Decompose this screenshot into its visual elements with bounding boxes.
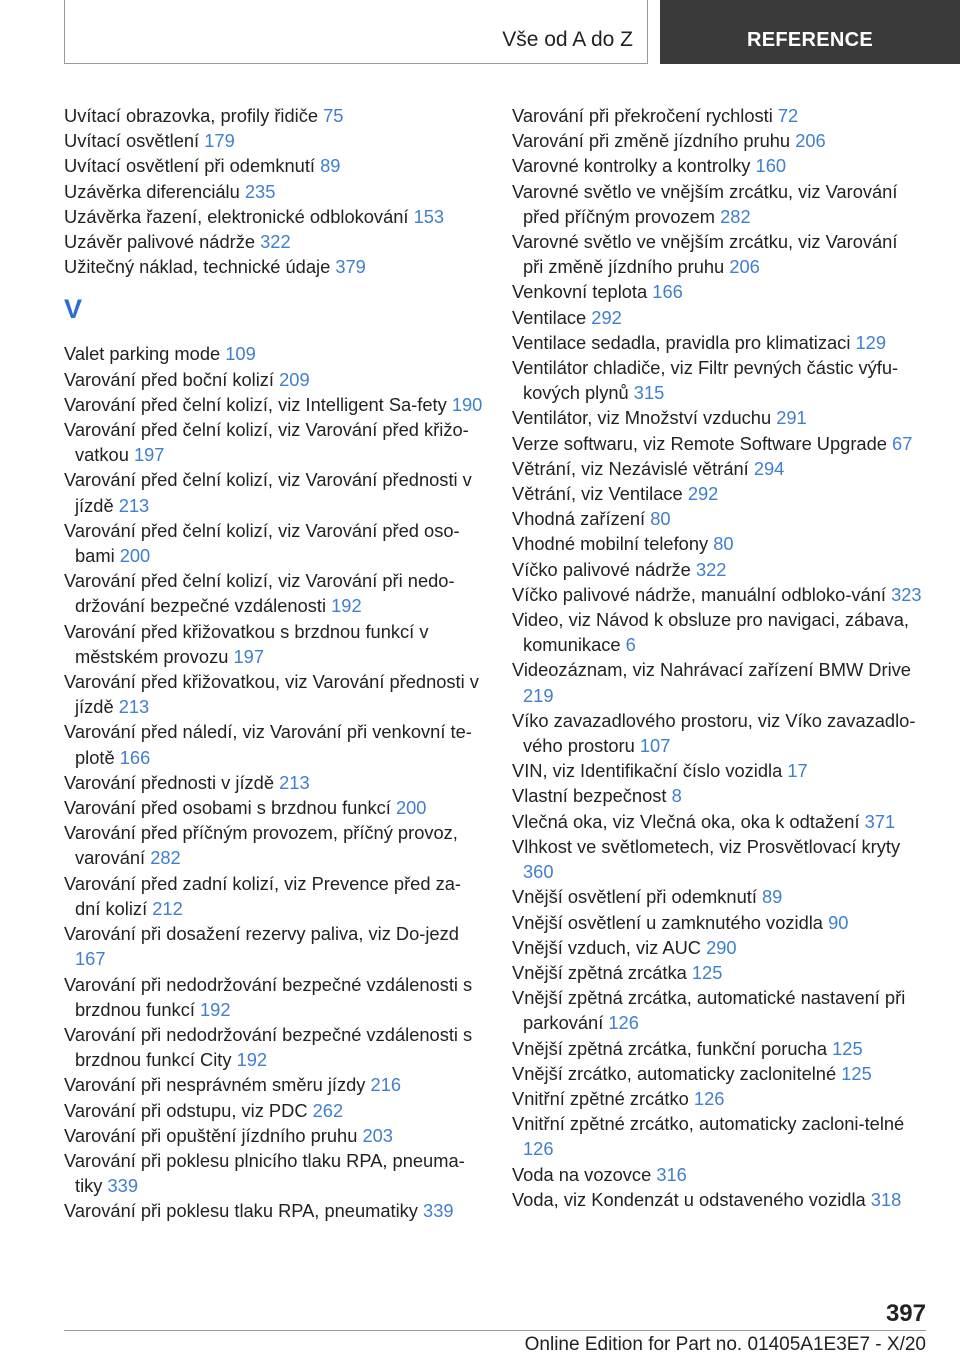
index-entry-text: Uvítací obrazovka, profily řidiče	[64, 105, 319, 126]
index-entry	[512, 708, 922, 758]
index-entry	[64, 1148, 484, 1198]
index-entry-text: Víčko palivové nádrže, manuální odbloko-vání	[512, 583, 886, 605]
page-link[interactable]: 197	[233, 645, 265, 667]
index-entry	[512, 355, 922, 405]
page-link[interactable]: 213	[118, 494, 150, 516]
page-link[interactable]: 216	[370, 1074, 402, 1096]
index-entry	[512, 128, 922, 153]
page-link[interactable]: 213	[118, 696, 150, 718]
index-column-left	[64, 103, 484, 1224]
page-link[interactable]: 291	[776, 407, 807, 429]
index-entry	[64, 770, 484, 795]
index-entry-text: Vnější zrcátko, automaticky zaclonitelné	[512, 1062, 837, 1084]
footer-divider	[64, 1330, 926, 1331]
page-link[interactable]: 80	[650, 508, 671, 530]
page-link[interactable]: 206	[795, 130, 826, 152]
page-link[interactable]: 203	[362, 1124, 393, 1146]
page-link[interactable]: 213	[279, 771, 310, 793]
index-entry	[512, 431, 922, 456]
index-entry-text: Varování při poklesu plnicího tlaku RPA, pneuma-tiky	[64, 1149, 465, 1197]
index-entry	[512, 405, 922, 430]
index-entry	[64, 229, 484, 254]
page-link[interactable]: 6	[625, 634, 636, 656]
page-link[interactable]: 126	[608, 1012, 639, 1034]
index-entry	[512, 935, 922, 960]
index-entry	[64, 128, 484, 153]
index-entry-text: Varování při nedodržování bezpečné vzdálenosti s brzdnou funkcí	[64, 973, 473, 1020]
page-link[interactable]: 192	[236, 1049, 268, 1071]
index-entry-text: Vlečná oka, viz Vlečná oka, oka k odtažení	[512, 810, 860, 832]
index-entry	[64, 1098, 484, 1123]
index-entry	[64, 972, 484, 1022]
index-column-right	[512, 103, 922, 1212]
index-entry	[64, 341, 484, 366]
index-entry-text: Varování před křižovatkou s brzdnou funkcí v městském provozu	[64, 620, 429, 667]
page-link[interactable]: 371	[864, 810, 896, 832]
page-link[interactable]: 282	[720, 205, 751, 227]
page-link[interactable]: 322	[695, 558, 727, 580]
index-entry	[512, 481, 922, 506]
index-entry	[64, 204, 484, 229]
index-entry-text: Vhodné mobilní telefony	[512, 533, 709, 555]
index-entry-text: Uzávěrka řazení, elektronické odblokování	[64, 205, 409, 227]
index-entry	[64, 719, 484, 769]
page-link[interactable]: 315	[633, 382, 665, 404]
index-entry-text: Varování před osobami s brzdnou funkcí	[64, 797, 391, 819]
index-entry	[512, 657, 922, 707]
index-entry-text: Varování před čelní kolizí, viz Varování při nedo-držování bezpečné vzdálenosti	[64, 570, 455, 617]
index-entry-text: Vlastní bezpečnost	[512, 785, 667, 807]
page-link[interactable]: 153	[413, 205, 445, 227]
index-entry	[512, 582, 922, 607]
index-entry-text: Varování před zadní kolizí, viz Prevence před za-dní kolizí	[64, 872, 461, 919]
page-link[interactable]: 125	[691, 961, 723, 983]
page-link[interactable]: 126	[693, 1087, 725, 1109]
index-entry-text: Vnější zpětná zrcátka, automatické nastavení při parkování	[512, 987, 906, 1034]
index-entry-text: Varovné světlo ve vnějším zrcátku, viz Varování při změně jízdního pruhu	[512, 231, 898, 278]
index-entry-text: Varování při nesprávném směru jízdy	[64, 1074, 366, 1096]
index-entry-text: Varování před křižovatkou, viz Varování přednosti v jízdě	[64, 671, 479, 718]
page-link[interactable]: 339	[107, 1175, 139, 1197]
page-link[interactable]: 160	[755, 155, 787, 177]
index-entry-text: Vnější zpětná zrcátka	[512, 961, 687, 983]
page-link[interactable]: 360	[523, 861, 554, 883]
page-link[interactable]: 292	[687, 483, 719, 505]
index-entry-text: Větrání, viz Nezávislé větrání	[512, 457, 749, 479]
index-entry	[512, 809, 922, 834]
header-frame	[64, 0, 648, 64]
page-link[interactable]: 179	[204, 130, 235, 152]
index-entry	[512, 305, 922, 330]
index-entry	[512, 557, 922, 582]
index-entry-text: Varování při změně jízdního pruhu	[512, 130, 791, 152]
index-entry-text: Videozáznam, viz Nahrávací zařízení BMW Drive	[512, 659, 911, 681]
index-entry-text: Víčko palivové nádrže	[512, 558, 691, 580]
page-link[interactable]: 192	[331, 595, 362, 617]
index-entry-text: Varování při nedodržování bezpečné vzdálenosti s brzdnou funkcí City	[64, 1023, 473, 1071]
index-entry	[64, 179, 484, 204]
page-link[interactable]: 89	[320, 155, 341, 177]
index-entry-text: Varování před příčným provozem, příčný provoz, varování	[64, 822, 458, 869]
index-entry-text: Užitečný náklad, technické údaje	[64, 256, 331, 278]
index-entry-text: Vhodná zařízení	[512, 508, 646, 530]
page-link[interactable]: 197	[133, 444, 165, 466]
index-entry-text: Vnější vzduch, viz AUC	[512, 936, 701, 958]
page-link[interactable]: 126	[523, 1138, 554, 1160]
page-link[interactable]: 67	[892, 432, 913, 454]
index-entry-text: Vnější osvětlení u zamknutého vozidla	[512, 911, 823, 933]
section-title: Vše od A do Z	[502, 28, 633, 51]
index-entry	[512, 1061, 922, 1086]
index-entry	[64, 1198, 484, 1223]
page-link[interactable]: 200	[395, 797, 427, 819]
index-entry	[64, 467, 484, 517]
index-entry-text: Varování před čelní kolizí, viz Varování před oso-bami	[64, 519, 460, 567]
index-entry-text: Uvítací osvětlení při odemknutí	[64, 155, 315, 177]
page-link[interactable]: 166	[652, 281, 683, 303]
index-entry	[512, 783, 922, 808]
index-entry-text: VIN, viz Identifikační číslo vozidla	[512, 760, 783, 782]
page-link[interactable]: 339	[423, 1200, 454, 1222]
index-entry-text: Voda na vozovce	[512, 1163, 652, 1185]
page-link[interactable]: 8	[671, 785, 682, 807]
index-entry	[512, 153, 922, 178]
index-entry	[512, 1111, 922, 1161]
index-entry-text: Varování před čelní kolizí, viz Varování před křižo-vatkou	[64, 419, 469, 466]
index-entry	[64, 103, 484, 128]
index-entry	[64, 795, 484, 820]
index-entry	[512, 910, 922, 935]
index-entry	[64, 367, 484, 392]
page-link[interactable]: 212	[152, 897, 183, 919]
page-link[interactable]: 17	[787, 760, 808, 782]
index-entry-text: Ventilátor chladiče, viz Filtr pevných částic výfu-kových plynů	[512, 357, 899, 404]
page-number: 397	[885, 1300, 926, 1327]
index-entry-text: Varování při dosažení rezervy paliva, viz Do-jezd	[64, 923, 459, 945]
index-entry	[64, 568, 484, 618]
index-entry	[64, 820, 484, 870]
index-entry	[512, 330, 922, 355]
index-entry-text: Varování před náledí, viz Varování při venkovní te-plotě	[64, 721, 472, 768]
index-entry	[64, 669, 484, 719]
index-entry-text: Ventilace sedadla, pravidla pro klimatizaci	[512, 331, 851, 353]
page-link[interactable]: 200	[119, 545, 151, 567]
page-link[interactable]: 90	[828, 911, 849, 933]
index-entry	[512, 531, 922, 556]
index-entry	[64, 1022, 484, 1072]
page-link[interactable]: 292	[591, 306, 622, 328]
page-link[interactable]: 282	[150, 847, 181, 869]
page-link[interactable]: 294	[753, 457, 785, 479]
index-entry	[512, 1086, 922, 1111]
index-entry-text: Varování při překročení rychlosti	[512, 105, 773, 126]
index-entry	[512, 103, 922, 128]
index-entry-text: Víko zavazadlového prostoru, viz Víko zavazadlo-vého prostoru	[512, 709, 916, 757]
page-link[interactable]: 166	[119, 746, 151, 768]
page-link[interactable]: 219	[523, 684, 554, 706]
index-entry	[64, 619, 484, 669]
page-link[interactable]: 209	[279, 368, 310, 390]
index-entry-text: Uzávěr palivové nádrže	[64, 231, 256, 253]
page-link[interactable]: 75	[323, 105, 344, 126]
index-entry-text: Uvítací osvětlení	[64, 130, 200, 152]
page-link[interactable]: 167	[75, 948, 106, 970]
index-entry	[64, 1123, 484, 1148]
page-link[interactable]: 190	[451, 393, 483, 415]
index-entry-text: Venkovní teplota	[512, 281, 648, 303]
page-link[interactable]: 206	[729, 256, 760, 278]
page-link[interactable]: 290	[706, 936, 737, 958]
index-entry-text: Valet parking mode	[64, 343, 221, 365]
edition-footer: Online Edition for Part no. 01405A1E3E7 - X/20	[524, 1334, 926, 1355]
index-entry	[64, 153, 484, 178]
index-entry	[64, 518, 484, 568]
index-entry-text: Varování při opuštění jízdního pruhu	[64, 1124, 358, 1146]
index-entry	[64, 921, 484, 971]
index-entry-text: Varování přednosti v jízdě	[64, 771, 275, 793]
page-link[interactable]: 80	[713, 533, 734, 555]
index-entry-text: Vlhkost ve světlometech, viz Prosvětlovací kryty	[512, 835, 901, 857]
index-entry	[512, 884, 922, 909]
page-link[interactable]: 89	[762, 886, 783, 908]
index-entry	[512, 607, 922, 657]
index-entry-text: Verze softwaru, viz Remote Software Upgrade	[512, 432, 887, 454]
page-link[interactable]: 125	[832, 1037, 863, 1059]
index-entry-text: Varovné světlo ve vnějším zrcátku, viz Varování před příčným provozem	[512, 180, 898, 227]
page-link[interactable]: 129	[855, 331, 886, 353]
reference-tab[interactable]	[660, 0, 960, 64]
index-entry-text: Varování při odstupu, viz PDC	[64, 1099, 308, 1121]
index-entry	[512, 1162, 922, 1187]
index-entry-text: Voda, viz Kondenzát u odstaveného vozidla	[512, 1188, 866, 1210]
page-link[interactable]: 107	[639, 735, 671, 757]
index-entry-text: Vnitřní zpětné zrcátko, automaticky zacloni-telné	[512, 1113, 905, 1135]
index-entry-text: Varovné kontrolky a kontrolky	[512, 155, 751, 177]
index-entry	[64, 392, 484, 417]
index-entry-text: Uzávěrka diferenciálu	[64, 180, 240, 202]
index-entry-text: Video, viz Návod k obsluze pro navigaci, zábava, komunikace	[512, 609, 910, 656]
reference-tab-label: REFERENCE	[746, 29, 874, 51]
page-link[interactable]: 235	[244, 180, 276, 202]
index-entry	[512, 1036, 922, 1061]
index-entry	[512, 506, 922, 531]
index-entry	[512, 960, 922, 985]
page-link[interactable]: 125	[841, 1062, 872, 1084]
index-entry-text: Ventilátor, viz Množství vzduchu	[512, 407, 772, 429]
index-entry-text: Větrání, viz Ventilace	[512, 483, 683, 505]
index-entry-text: Vnější zpětná zrcátka, funkční porucha	[512, 1037, 828, 1059]
page-link[interactable]: 109	[225, 343, 256, 365]
index-entry	[512, 758, 922, 783]
page-link[interactable]: 318	[870, 1188, 902, 1210]
index-entry	[512, 229, 922, 279]
index-entry	[64, 1072, 484, 1097]
index-entry	[512, 179, 922, 229]
index-entry-text: Varování před čelní kolizí, viz Intelligent Sa-fety	[64, 393, 447, 415]
index-entry	[64, 871, 484, 921]
page-link[interactable]: 72	[777, 105, 799, 126]
page-link[interactable]: 262	[312, 1099, 344, 1121]
index-entry-text: Varování při poklesu tlaku RPA, pneumatiky	[64, 1200, 418, 1222]
index-entry-text: Vnitřní zpětné zrcátko	[512, 1087, 689, 1109]
index-entry-text: Ventilace	[512, 306, 587, 328]
index-entry	[64, 254, 484, 279]
page-link[interactable]: 323	[891, 583, 922, 605]
index-letter-heading: V	[64, 294, 83, 325]
index-entry	[512, 456, 922, 481]
page-link[interactable]: 322	[260, 231, 291, 253]
index-entry-text: Varování před čelní kolizí, viz Varování přednosti v jízdě	[64, 469, 472, 516]
index-entry	[512, 985, 922, 1035]
page-link[interactable]: 316	[656, 1163, 687, 1185]
index-entry-text: Vnější osvětlení při odemknutí	[512, 886, 757, 908]
page-link[interactable]: 379	[335, 256, 366, 278]
index-entry	[512, 1187, 922, 1212]
index-entry	[64, 417, 484, 467]
page-link[interactable]: 192	[200, 998, 231, 1020]
index-entry	[512, 834, 922, 884]
index-entry-text: Varování před boční kolizí	[64, 368, 275, 390]
index-entry	[512, 279, 922, 304]
